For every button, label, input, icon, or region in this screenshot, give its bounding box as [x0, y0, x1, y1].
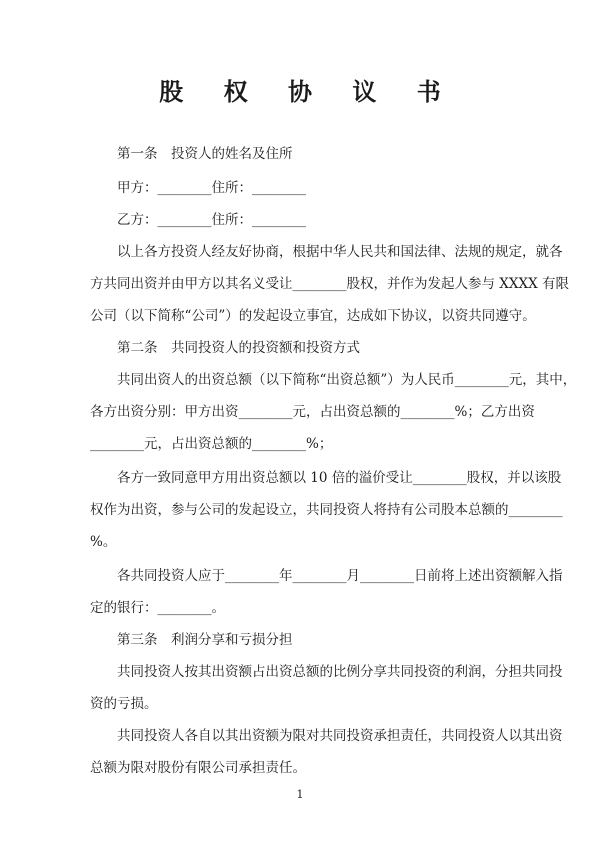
paragraph-line: %。 [90, 534, 117, 550]
page-number: 1 [296, 788, 304, 801]
article-3-heading: 第三条 利润分享和亏损分担 [117, 632, 293, 648]
article-2-heading: 第二条 共同投资人的投资额和投资方式 [117, 340, 360, 356]
paragraph-line: 共同投资人各自以其出资额为限对共同投资承担责任，共同投资人以其出资 [117, 728, 563, 744]
party-b-line: 乙方：________住所：________ [117, 212, 306, 228]
paragraph-line: 以上各方投资人经友好协商，根据中华人民共和国法律、法规的规定，就各 [117, 244, 563, 260]
paragraph-line: 方共同出资并由甲方以其名义受让________股权，并作为发起人参与 XXXX 有限 [90, 276, 570, 292]
paragraph-line: 资的亏损。 [90, 696, 158, 712]
paragraph-line: ________元，占出资总额的________%； [90, 436, 333, 452]
article-1-heading: 第一条 投资人的姓名及住所 [117, 146, 293, 162]
paragraph-line: 权作为出资，参与公司的发起设立，共同投资人将持有公司股本总额的________ [90, 502, 563, 518]
party-a-line: 甲方：________住所：________ [117, 180, 306, 196]
paragraph-line: 公司（以下简称“公司”）的发起设立事宜，达成如下协议，以资共同遵守。 [90, 308, 536, 324]
paragraph-line: 共同投资人按其出资额占出资总额的比例分享共同投资的利润，分担共同投 [117, 664, 563, 680]
paragraph-line: 总额为限对股份有限公司承担责任。 [90, 760, 306, 776]
paragraph-line: 各方出资分别：甲方出资________元，占出资总额的________%；乙方出资 [90, 404, 535, 420]
paragraph-line: 各共同投资人应于________年________月________日前将上述出资额解入指 [117, 568, 563, 584]
paragraph-line: 定的银行：________。 [90, 600, 225, 616]
document-title: 股 权 协 议 书 [159, 78, 457, 106]
paragraph-line: 各方一致同意甲方用出资总额以 10 倍的溢价受让________股权，并以该股 [117, 470, 562, 486]
paragraph-line: 共同出资人的出资总额（以下简称“出资总额”）为人民币________元，其中， [117, 372, 577, 388]
